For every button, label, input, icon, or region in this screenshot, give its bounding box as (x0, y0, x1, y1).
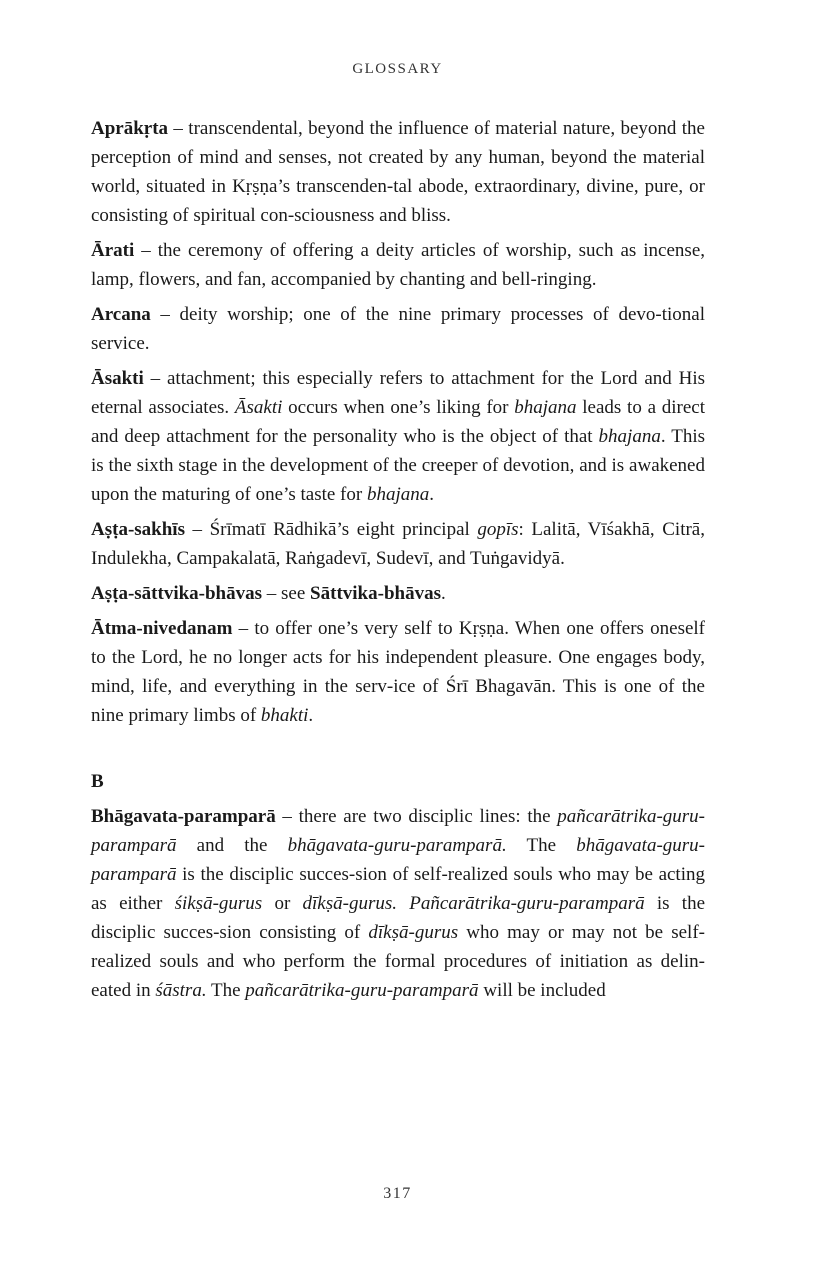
glossary-entry-bhagavata-parampara (91, 802, 705, 1005)
entry-term: Ārati (91, 240, 135, 261)
entry-definition-text: is the disciplic succes-sion of self-realized souls who may be acting as either (91, 864, 705, 914)
entry-definition: – deity worship; one of the nine primary processes of devo-tional service. (91, 304, 705, 354)
entry-term: Āsakti (91, 368, 144, 389)
entry-definition-text: leads to a direct and deep attachment for the personality who is the object of that (91, 397, 706, 447)
entry-italic-term: dīkṣā-gurus (368, 922, 459, 943)
entry-definition: – transcendental, beyond the influence of material nature, beyond the perception of mind and senses, not created by any human, beyond the material world, situated in Kṛṣṇa’s transcenden-tal abode, extraordinary, divine, pure, or consisting of spiritual con-sciousness and bliss. (91, 118, 705, 226)
cross-reference: Sāttvika-bhāvas (310, 583, 441, 604)
entry-definition-text: or (262, 893, 303, 914)
glossary-entry-asakti (91, 364, 705, 509)
entry-term: Aṣṭa-sakhīs (91, 519, 185, 540)
glossary-entry-atma-nivedanam (91, 614, 705, 730)
entry-definition-text: . (308, 705, 314, 726)
entry-definition-text: The (206, 980, 246, 1001)
entry-italic-term: bhāgavata-guru-paramparā. (287, 835, 507, 856)
entry-definition-text: – see (262, 583, 311, 604)
page-number: 317 (383, 1185, 412, 1202)
entry-italic-term: pañcarātrika-guru-paramparā (245, 980, 479, 1001)
entry-italic-term: bhajana (598, 426, 661, 447)
entry-definition-text: is the disciplic succes-sion consisting of (91, 893, 706, 943)
entry-definition-text: . (429, 484, 434, 505)
entry-definition-text: – Śrīmatī Rādhikā’s eight principal (184, 519, 478, 540)
entry-italic-term: bhakti (260, 705, 309, 726)
entry-italic-term: dīkṣā-gurus. Pañcarātrika-guru-paramparā (302, 893, 645, 914)
entry-italic-term: śikṣā-gurus (174, 893, 263, 914)
running-head: GLOSSARY (352, 61, 443, 77)
entry-definition-text: . (440, 583, 446, 604)
glossary-body (91, 114, 705, 1011)
entry-italic-term: gopīs (477, 519, 519, 540)
entry-definition-text: and the (176, 835, 288, 856)
entry-term: Bhāgavata-paramparā (91, 806, 276, 827)
entry-italic-term: Āsakti (234, 397, 283, 418)
entry-italic-term: bhajana (514, 397, 577, 418)
entry-definition-text: – there are two disciplic lines: the (275, 806, 558, 827)
entry-definition: – the ceremony of offering a deity articles of worship, such as incense, lamp, flowers, and fan, accompanied by chanting and bell-ringing. (91, 240, 705, 290)
entry-term: Aṣṭa-sāttvika-bhāvas (91, 583, 263, 604)
entry-italic-term: śāstra. (155, 980, 207, 1001)
entry-definition-text: occurs when one’s liking for (282, 397, 515, 418)
entry-italic-term: bhāgavata-guru-paramparā (91, 835, 705, 885)
entry-italic-term: pañcarātrika-guru-paramparā (91, 806, 705, 856)
entry-definition-text: The (506, 835, 577, 856)
entry-definition-text: – to offer one’s very self to Kṛṣṇa. When one offers oneself to the Lord, he no longer acts for his independent pleasure. One engages body, mind, life, and everything in the serv-ice of Śrī Bhagavān. This is one of the nine primary limbs of (91, 618, 705, 726)
glossary-entry-asta-sattvika-bhavas (91, 579, 705, 608)
entry-term: Ātma-nivedanam (91, 618, 233, 639)
entry-definition-text: – attachment; this especially refers to attachment for the Lord and His eternal associates. (91, 368, 705, 418)
entry-term: Arcana (91, 304, 151, 325)
glossary-entry-aprakrta (91, 114, 705, 230)
glossary-entry-arcana (91, 300, 705, 358)
entry-term: Aprākṛta (91, 118, 169, 139)
entry-definition-text: . This is the sixth stage in the development of the creeper of devotion, and is awakened upon the maturing of one’s taste for (91, 426, 705, 505)
entry-definition-text: will be included (478, 980, 606, 1001)
entry-italic-term: bhajana (366, 484, 430, 505)
section-letter-b: B (91, 771, 104, 792)
glossary-entry-asta-sakhis (91, 515, 705, 573)
entry-definition-text: : Lalitā, Vīśakhā, Citrā, Indulekha, Campakalatā, Raṅgadevī, Sudevī, and Tuṅgavidyā. (91, 519, 705, 569)
glossary-entry-arati (91, 236, 705, 294)
entry-definition-text: who may or may not be self-realized souls and who perform the formal procedures of initiation as delin-eated in (91, 922, 705, 1001)
